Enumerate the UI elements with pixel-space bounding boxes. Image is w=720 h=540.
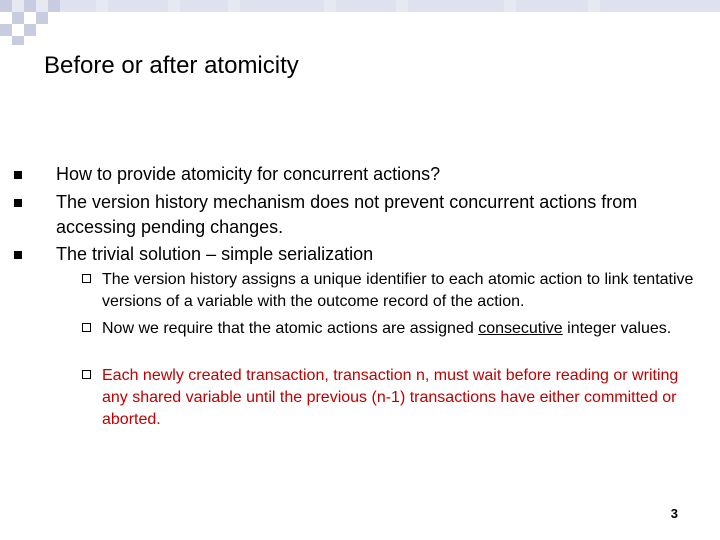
corner-pattern bbox=[0, 0, 720, 45]
sub-bullet-text bbox=[102, 320, 671, 337]
square-bullet-icon bbox=[14, 251, 22, 259]
square-bullet-icon bbox=[14, 171, 22, 179]
sub-bullet-item bbox=[102, 318, 707, 340]
sub-bullet-text-part: integer values. bbox=[562, 320, 672, 337]
bullet-item bbox=[56, 242, 706, 267]
hollow-square-bullet-icon bbox=[82, 370, 91, 379]
sub-bullet-text-part: Now we require that the atomic actions are assigned bbox=[102, 320, 479, 337]
bullet-text: How to provide atomicity for concurrent actions? bbox=[56, 164, 441, 184]
bullet-text: The trivial solution – simple serialization bbox=[56, 244, 374, 264]
bullet-item bbox=[56, 190, 706, 240]
sub-bullet-text: Each newly created transaction, transaction n, must wait before reading or writing any shared variable until the previous (n-1) transactions have either committed or aborted. bbox=[102, 367, 679, 428]
hollow-square-bullet-icon bbox=[82, 274, 91, 283]
sub-bullet-text: The version history assigns a unique identifier to each atomic action to link tentative versions of a variable with the outcome record of the action. bbox=[102, 271, 694, 310]
square-bullet-icon bbox=[14, 199, 22, 207]
bullet-text: The version history mechanism does not prevent concurrent actions from accessing pending changes. bbox=[56, 192, 638, 237]
bullet-item bbox=[56, 162, 706, 187]
hollow-square-bullet-icon bbox=[82, 323, 91, 332]
sub-bullet-item bbox=[102, 269, 707, 313]
sub-bullet-item bbox=[102, 365, 707, 431]
page-number: 3 bbox=[670, 506, 678, 521]
slide-title: Before or after atomicity bbox=[44, 52, 299, 79]
underlined-word: consecutive bbox=[478, 320, 563, 337]
